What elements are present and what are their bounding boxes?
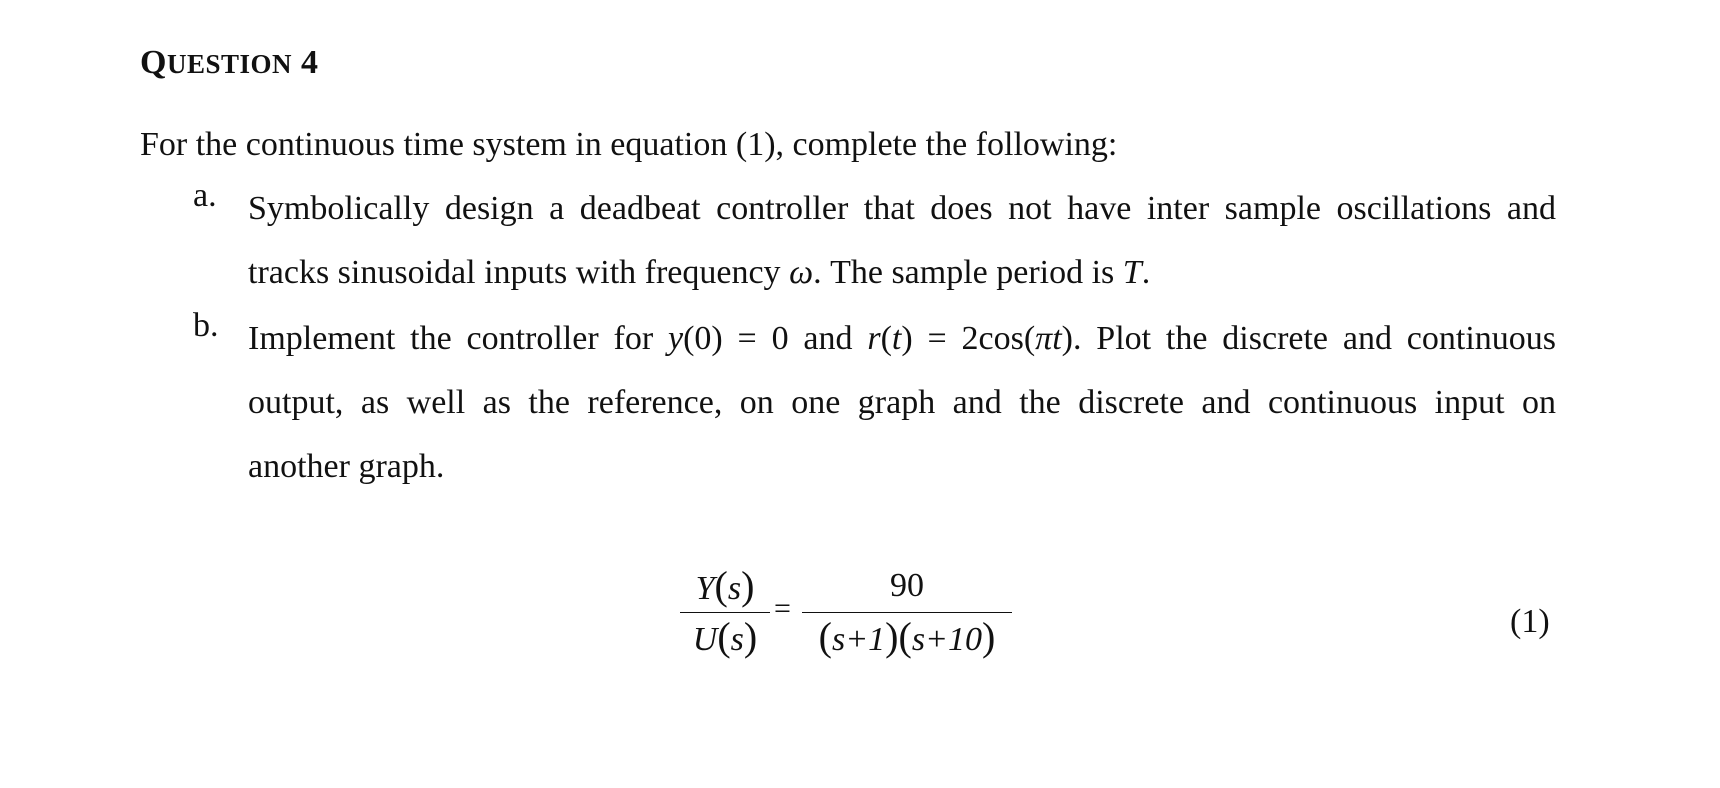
rhs-numerator: 90: [890, 567, 924, 604]
item-marker: b.: [193, 307, 219, 344]
heading-number: 4: [301, 44, 319, 81]
omega-symbol: ω: [789, 254, 814, 291]
item-marker: a.: [193, 177, 217, 214]
rhs-fraction-bar: [802, 612, 1012, 613]
list-item-a: [193, 177, 1556, 305]
lhs-numerator: Y(s): [695, 563, 755, 608]
lhs-denominator: U(s): [692, 614, 758, 659]
equals-sign: =: [774, 592, 791, 625]
item-b-line-1: Implement the controller for y(0) = 0 and r(t) = 2cos(πt). Plot the discrete and continuous: [248, 320, 1556, 357]
item-body: [248, 177, 1556, 305]
item-a-line-2: tracks sinusoidal inputs with frequency ω. The sample period is T.: [248, 254, 1151, 291]
equation-number: (1): [1510, 603, 1550, 640]
item-b-line-2: output, as well as the reference, on one graph and the discrete and continuous input on: [248, 384, 1556, 421]
lhs-fraction-bar: [680, 612, 770, 613]
rhs-denominator: (s+1)(s+10): [818, 614, 996, 659]
item-body: [248, 307, 1556, 499]
rhs-fraction: [802, 566, 1012, 660]
transfer-function-equation: [680, 563, 1020, 686]
heading-rest: UESTION: [166, 49, 292, 79]
intro-text: For the continuous time system in equation (1), complete the following:: [140, 126, 1118, 163]
item-a-line-1: Symbolically design a deadbeat controller that does not have inter sample oscillations and: [248, 190, 1556, 227]
lhs-fraction: [680, 563, 770, 660]
heading-initial: Q: [140, 44, 167, 81]
item-b-line-3: another graph.: [248, 448, 445, 485]
question-heading: [140, 44, 319, 82]
list-item-b: [193, 307, 1556, 499]
period-symbol: T: [1122, 254, 1142, 291]
